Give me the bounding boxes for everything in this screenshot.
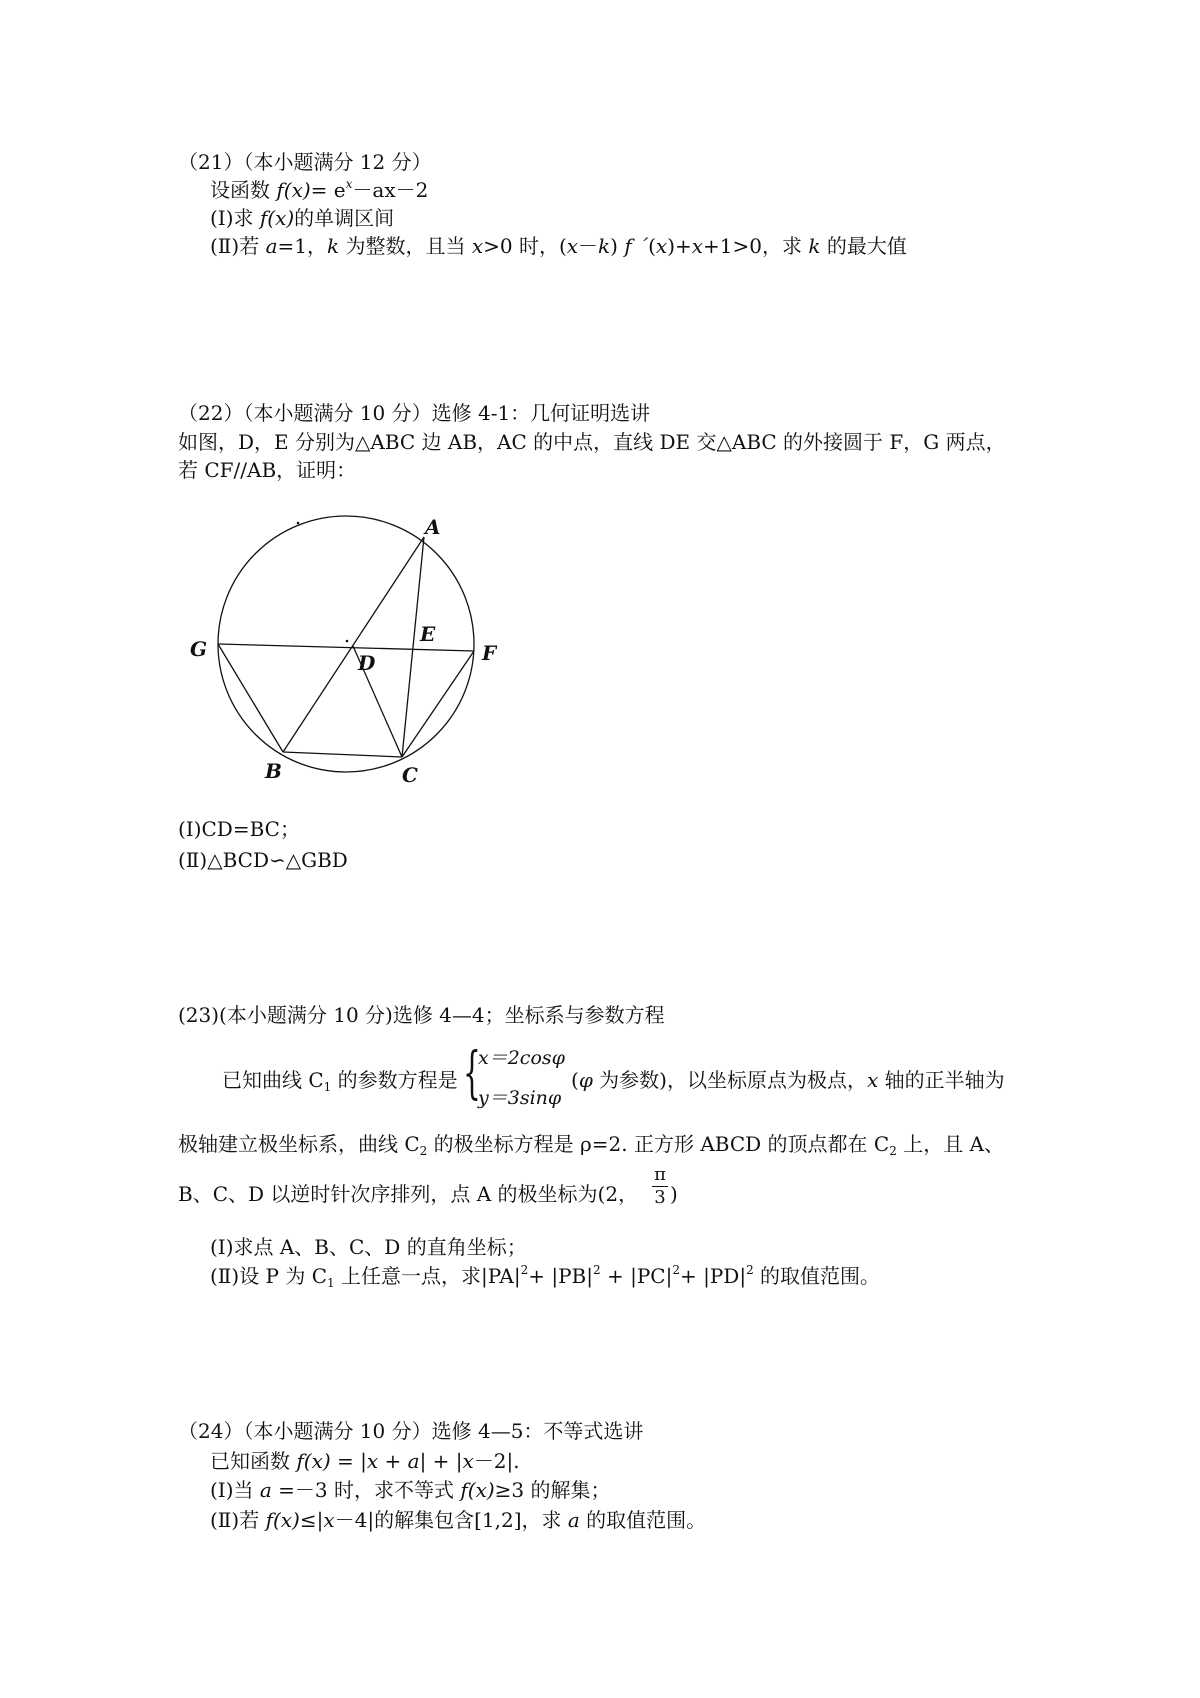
q24-function: 已知函数 f(x) = |x + a| + |x－2|. [210, 1449, 520, 1473]
label-A: A [425, 515, 441, 539]
label-G: G [190, 637, 208, 661]
label-B: B [265, 759, 282, 783]
circumcircle [218, 516, 474, 772]
line-CF [402, 651, 474, 757]
q21-function: 设函数 $f(x)= e^x-ax-2$ [210, 177, 429, 202]
q21-heading: （21）（本小题满分 12 分） [178, 150, 432, 174]
q22-line1: 如图，D，E 分别为△ABC 边 AB，AC 的中点，直线 DE 交△ABC 的外接圆于 F，G 两点， [178, 430, 1006, 454]
q23-line3: B、C、D 以逆时针次序排列，点 A 的极坐标为(2， [178, 1182, 639, 1206]
label-E: E [420, 622, 436, 646]
q23-intro-right: (φ 为参数)，以坐标原点为极点，x 轴的正半轴为 [571, 1068, 1005, 1092]
equation-brace: { [463, 1041, 481, 1106]
geometry-figure [0, 0, 1200, 800]
label-C: C [402, 763, 418, 787]
line-GF [218, 644, 474, 651]
q24-heading: （24）（本小题满分 10 分）选修 4—5：不等式选讲 [178, 1419, 644, 1443]
q23-line2: 极轴建立极坐标系，曲线 $C_2$ 的极坐标方程是 ρ=2. 正方形 ABCD 的顶点都在 $C_2$ 上，且 A、 [178, 1132, 1005, 1158]
line-GB [218, 644, 283, 752]
label-D: D [358, 651, 376, 675]
q21-part2: (Ⅱ)若 a=1，k 为整数，且当 x>0 时，(x－k) f ´(x)+x+1>0，求 k 的最大值 [210, 234, 907, 258]
q22-line2: 若 CF//AB，证明： [178, 458, 357, 482]
label-F: F [482, 641, 497, 665]
q24-part1: (Ⅰ)当 a =－3 时，求不等式 f(x)≥3 的解集； [210, 1478, 611, 1502]
q23-intro-left: 已知曲线 $C_1$ 的参数方程是 [222, 1068, 458, 1094]
q23-eq2: y＝3sinφ [478, 1087, 562, 1109]
center-dot [346, 640, 349, 643]
line-BC [283, 752, 402, 757]
top-dot [297, 522, 300, 525]
pi-over-3-fraction: π 3 [652, 1166, 668, 1207]
line-AC [402, 537, 424, 757]
q22-part2: (Ⅱ)△BCD∽△GBD [178, 848, 348, 872]
q23-line3-close: ) [670, 1182, 678, 1206]
q23-eq1: x＝2cosφ [478, 1047, 565, 1069]
q23-part1: (Ⅰ)求点 A、B、C、D 的直角坐标； [210, 1235, 527, 1259]
line-AB [283, 537, 424, 752]
q23-heading: (23)(本小题满分 10 分)选修 4—4；坐标系与参数方程 [178, 1003, 665, 1027]
q23-part2: (Ⅱ)设 P 为 $C_1$ 上任意一点，求$|PA|^2+ |PB|^2 + |PC|^2+ |PD|^2$ 的取值范围。 [210, 1263, 881, 1290]
q24-part2: (Ⅱ)若 f(x)≤|x－4|的解集包含[1,2]，求 a 的取值范围。 [210, 1508, 707, 1532]
q22-part1: (Ⅰ)CD=BC； [178, 817, 300, 841]
q21-part1: (Ⅰ)求 f(x)的单调区间 [210, 206, 395, 230]
q22-heading: （22）（本小题满分 10 分）选修 4-1：几何证明选讲 [178, 401, 651, 425]
